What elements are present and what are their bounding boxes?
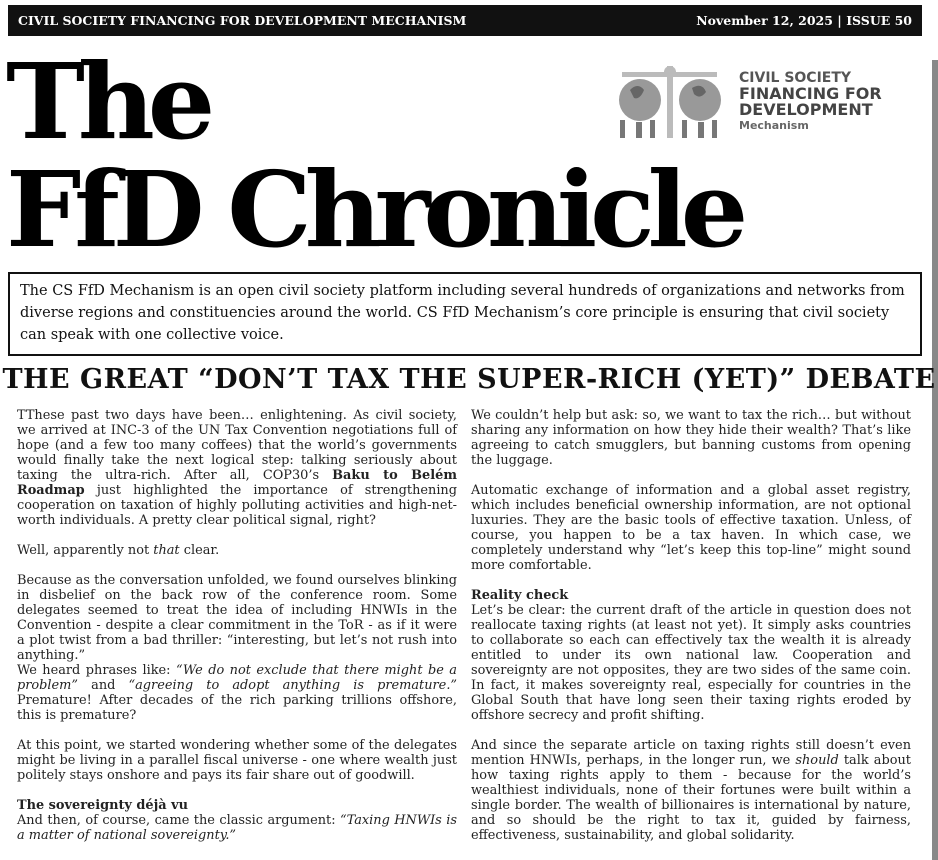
paragraph: Well, apparently not that clear. [17, 543, 220, 558]
article-headline: THE GREAT “DON’T TAX THE SUPER-RICH (YET)” DEBATE [2, 364, 936, 395]
masthead-line2: FfD Chronicle [6, 148, 742, 271]
cs-ffd-logo [612, 62, 882, 142]
logo-line1: CIVIL SOCIETY [739, 70, 852, 86]
subheading: Reality check [471, 588, 569, 603]
article-column-left [17, 408, 457, 858]
roadmap-link-text: Baku to Belém Roadmap [17, 468, 458, 498]
date-issue: November 12, 2025 | ISSUE 50 [696, 13, 912, 28]
logo-line4: Mechanism [739, 119, 809, 132]
scales-globes-icon [612, 62, 727, 142]
paragraph: And then, of course, came the classic argument: “Taxing HNWIs is a matter of national sovereignty.” [17, 813, 457, 843]
subheading: The sovereignty déjà vu [17, 798, 188, 813]
article-column-right [471, 408, 911, 858]
paragraph: Let’s be clear: the current draft of the article in question does not reallocate taxing rights (at least not yet). It simply asks countries to collaborate so each can effectively tax the wealth it is already entitled to under its own national law. Cooperation and sovereignty are not opposites, they are two sides of the same coin. In fact, it makes sovereignty real, especially for countries in the Global South that have long seen their taxing rights eroded by offshore secrecy and profit shifting. [471, 603, 911, 723]
paragraph: At this point, we started wondering whether some of the delegates might be living in a parallel fiscal universe - one where wealth just politely stays onshore and pays its fair share out of goodwill. [17, 738, 457, 783]
logo-line3: DEVELOPMENT [739, 100, 873, 119]
logo-line2: FINANCING FOR [739, 84, 882, 103]
paragraph: Automatic exchange of information and a global asset registry, which includes beneficial ownership information, are not optional luxuries. They are the basic tools of effective taxation. Unless, of course, you happen to be a tax haven. In which case, we completely understand why “let’s keep this top-line” might sound more comfortable. [471, 483, 911, 573]
paragraph: Because as the conversation unfolded, we found ourselves blinking in disbelief on the back row of the conference room. Some delegates seemed to treat the idea of including HNWIs in the Convention - despite a clear commitment in the ToR - as if it were a plot twist from a bad thriller: “interesting, but let’s not rush into anything.” [17, 573, 457, 663]
paragraph: And since the separate article on taxing rights still doesn’t even mention HNWIs, perhaps, in the longer run, we should talk about how taxing rights apply to them - because for the world’s wealthiest individuals, none of their fortunes were built within a single border. The wealth of billionaires is international by nature, and so should be the right to tax it, guided by fairness, effectiveness, sustainability, and global solidarity. [471, 738, 911, 843]
masthead-line1: The [6, 40, 209, 163]
scrollbar[interactable] [932, 60, 938, 860]
paragraph: We heard phrases like: “We do not exclude that there might be a problem” and “agreeing to adopt anything is premature.” Premature! After decades of the rich parking trillions offshore, this is premature? [17, 663, 458, 723]
paragraph: We couldn’t help but ask: so, we want to tax the rich… but without sharing any information on how they hide their wealth? That’s like agreeing to catch smugglers, but banning customs from opening the luggage. [471, 408, 911, 468]
top-banner [8, 5, 922, 36]
paragraph: TThese past two days have been… enlightening. As civil society, we arrived at INC-3 of the UN Tax Convention negotiations full of hope (and a few too many coffees) that the world’s governments would finally take the next logical step: talking seriously about taxing the ultra-rich. After all, COP30’s Baku to Belém Roadmap just highlighted the importance of strengthening cooperation on taxation of highly polluting activities and high-net-worth individuals. A pretty clear political signal, right? [17, 408, 458, 528]
org-name: CIVIL SOCIETY FINANCING FOR DEVELOPMENT MECHANISM [18, 13, 467, 28]
intro-box: The CS FfD Mechanism is an open civil society platform including several hundreds of organizations and networks from diverse regions and constituencies around the world. CS FfD Mechanism’s core principle is ensuring that civil society can speak with one collective voice. [8, 272, 922, 356]
